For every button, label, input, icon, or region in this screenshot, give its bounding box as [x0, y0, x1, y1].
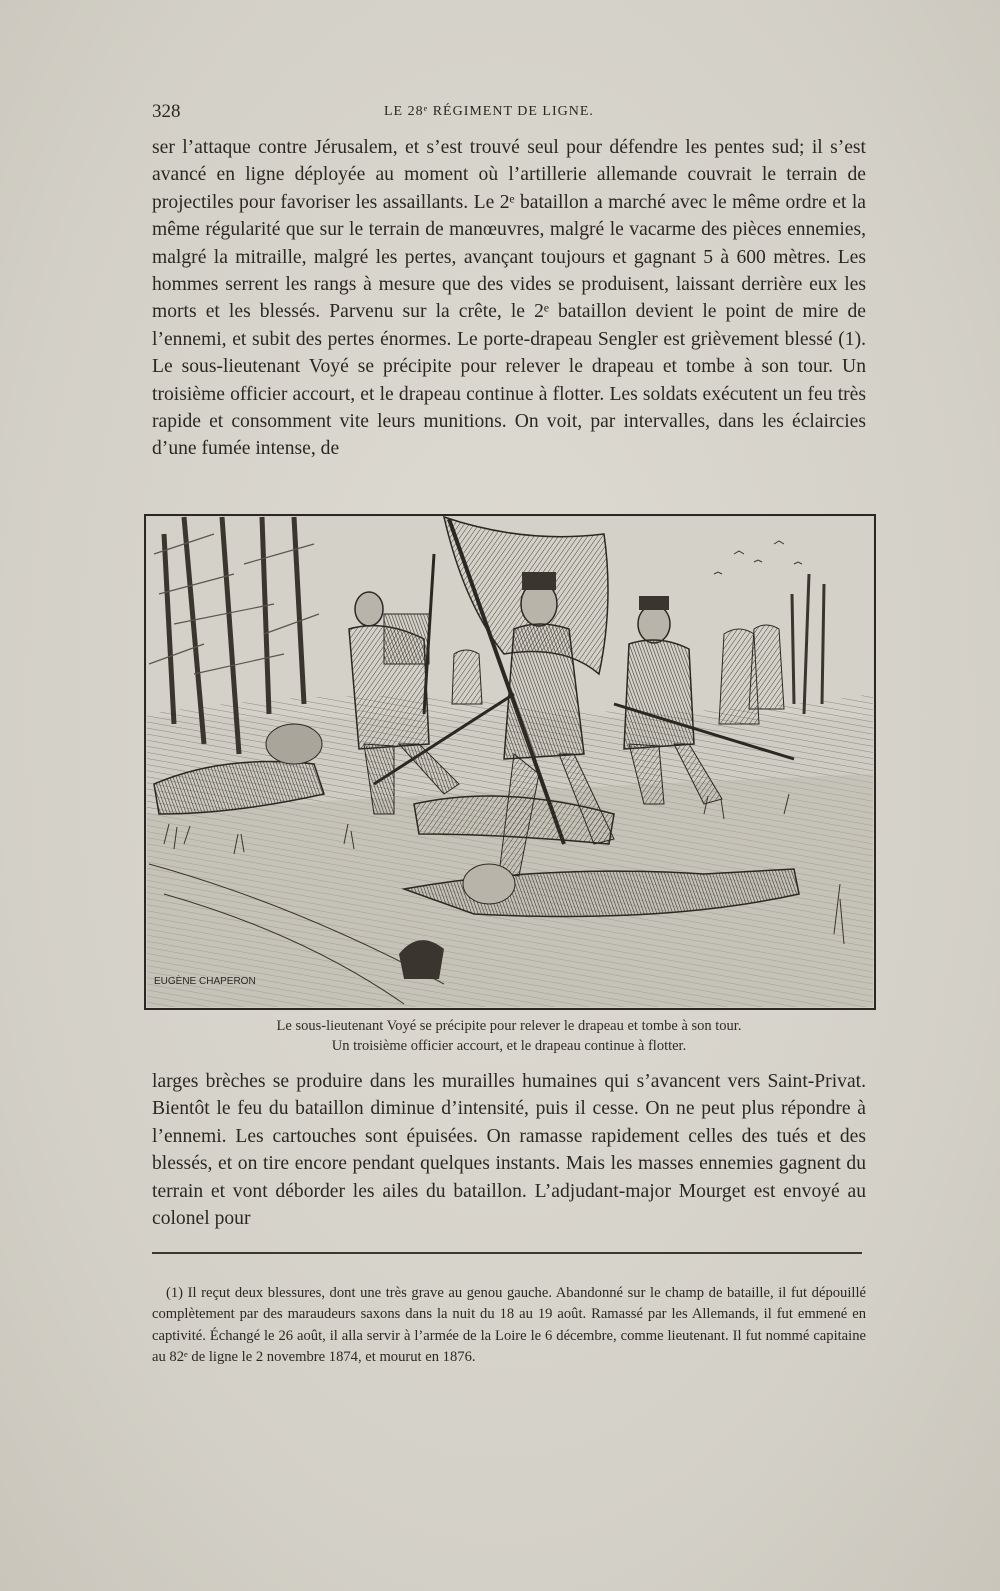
running-head: [152, 101, 862, 125]
footnote-text: (1) Il reçut deux blessures, dont une très grave au genou gauche. Abandonné sur le champ de bataille, il fut dépouillé complètement par des maraudeurs saxons dans la nuit du 18 au 19 août. Ramassé par les Allemands, il fut emmené en captivité. Échangé le 26 août, il alla servir à l’armée de la Loire le 6 décembre, comme lieutenant. Il fut nommé capitaine au 82ᵉ de ligne le 2 novembre 1874, et mourut en 1876.: [152, 1285, 866, 1366]
battle-scene-engraving: [144, 514, 876, 1010]
figure-caption: [140, 1016, 878, 1056]
caption-line-1: Le sous-lieutenant Voyé se précipite pour relever le drapeau et tombe à son tour.: [276, 1018, 742, 1034]
footnote: [152, 1283, 866, 1369]
footnote-rule: [152, 1252, 862, 1254]
caption-line-2: Un troisième officier accourt, et le drapeau continue à flotter.: [331, 1038, 687, 1054]
artist-signature: EUGÈNE CHAPERON: [154, 976, 256, 987]
page-number: 328: [152, 101, 181, 122]
running-title: LE 28ᵉ RÉGIMENT DE LIGNE.: [384, 104, 594, 119]
paragraph-text: ser l’attaque contre Jérusalem, et s’est trouvé seul pour défendre les pentes sud; il s’est avancé en ligne déployée au moment où l’artillerie allemande couvrait le terrain de projectiles pour favoriser les assaillants. Le 2ᵉ bataillon a marché avec le même ordre et la même régularité que sur le terrain de manœuvres, malgré le vacarme des pièces ennemies, malgré la mitraille, malgré les pertes, avançant toujours et gagnant 5 à 600 mètres. Les hommes serrent les rangs à mesure que des vides se produisent, laissant derrière eux les morts et les blessés. Parvenu sur la crête, le 2ᵉ bataillon devient le point de mire de l’ennemi, et subit des pertes énormes. Le porte-drapeau Sengler est grièvement blessé (1). Le sous-lieutenant Voyé se précipite pour relever le drapeau et tombe à son tour. Un troisième officier accourt, et le drapeau continue à flotter. Les soldats exécutent un feu très rapide et consomment vite leurs munitions. On voit, par intervalles, dans les éclaircies d’une fumée intense, de: [152, 137, 866, 460]
body-paragraph-1: [152, 134, 866, 463]
engraving-illustration: [144, 514, 876, 1010]
paragraph-text: larges brèches se produire dans les murailles humaines qui s’avancent vers Saint-Privat. Bientôt le feu du bataillon diminue d’intensité, puis il cesse. On ne peut plus répondre à l’ennemi. Les cartouches sont épuisées. On ramasse rapidement celles des tués et des blessés, et on tire encore pendant quelques instants. Mais les masses ennemies gagnent du terrain et vont déborder les ailes du bataillon. L’adjudant-major Mourget est envoyé au colonel pour: [152, 1071, 866, 1230]
body-paragraph-2: [152, 1068, 866, 1232]
